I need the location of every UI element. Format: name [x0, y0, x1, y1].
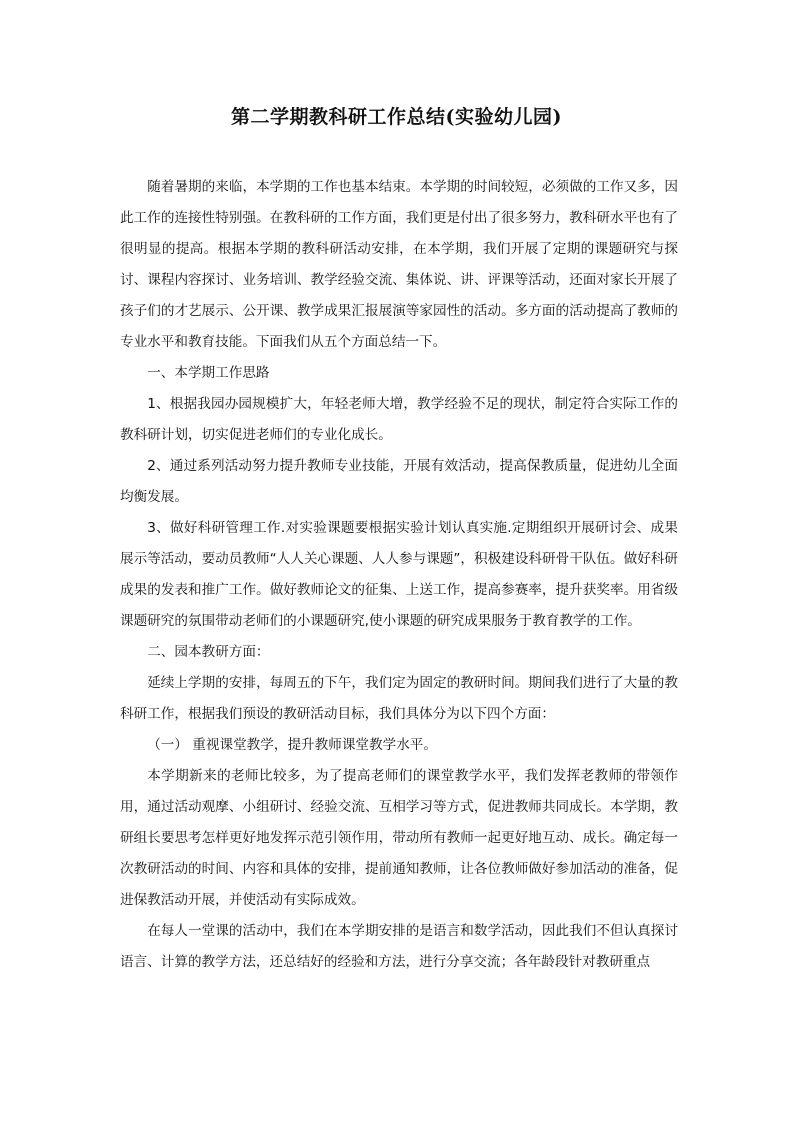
document-title: 第二学期教科研工作总结(实验幼儿园) [231, 106, 562, 128]
paragraph-intro: 随着暑期的来临，本学期的工作也基本结束。本学期的时间较短，必须做的工作又多，因此工作的连接性特别强。在教科研的工作方面，我们更是付出了很多努力，教科研水平也有了很明显的提高。根据本学期的教科研活动安排，在本学期，我们开展了定期的课题研究与探讨、课程内容探讨、业务培训、教学经验交流、集体说、讲、评课等活动，还面对家长开展了孩子们的才艺展示、公开课、教学成果汇报展演等家园性的活动。多方面的活动提高了教师的专业水平和教育技能。下面我们从五个方面总结一下。 [120, 179, 678, 350]
paragraph-research-schedule: 延续上学期的安排，每周五的下午，我们定为固定的教研时间。期间我们进行了大量的教科研工作，根据我们预设的教研活动目标，我们具体分为以下四个方面： [120, 675, 678, 722]
section-heading-1: 一、本学期工作思路 [147, 365, 270, 381]
paragraph-item-2: 2、通过系列活动努力提升教师专业技能，开展有效活动，提高保教质量，促进幼儿全面均衡发展。 [120, 458, 678, 505]
paragraph-item-3: 3、做好科研管理工作.对实验课题要根据实验计划认真实施.定期组织开展研讨会、成果展示等活动，要动员教师“人人关心课题、人人参与课题”，积极建设科研骨干队伍。做好科研成果的发表和推广工作。做好教师论文的征集、上送工作，提高参赛率，提升获奖率。用省级课题研究的氛围带动老师们的小课题研究,使小课题的研究成果服务于教育教学的工作。 [120, 520, 678, 629]
document-body [120, 172, 678, 978]
section-heading-2: 二、园本教研方面： [147, 644, 270, 660]
paragraph-new-teachers: 本学期新来的老师比较多，为了提高老师们的课堂教学水平，我们发挥老教师的带领作用，通过活动观摩、小组研讨、经验交流、互相学习等方式，促进教师共同成长。本学期，教研组长要思考怎样更好地发挥示范引领作用，带动所有教师一起更好地互动、成长。确定每一次教研活动的时间、内容和具体的安排，提前通知教师，让各位教师做好参加活动的准备，促进保教活动开展，并使活动有实际成效。 [120, 768, 678, 908]
paragraph-item-1: 1、根据我园办园规模扩大，年轻老师大增，教学经验不足的现状，制定符合实际工作的教科研计划，切实促进老师们的专业化成长。 [120, 396, 678, 443]
subsection-heading-1: （一） 重视课堂教学，提升教师课堂教学水平。 [147, 737, 437, 753]
paragraph-lesson-activity: 在每人一堂课的活动中，我们在本学期安排的是语言和数学活动，因此我们不但认真探讨语言、计算的教学方法，还总结好的经验和方法，进行分享交流；各年龄段针对教研重点 [120, 923, 678, 970]
